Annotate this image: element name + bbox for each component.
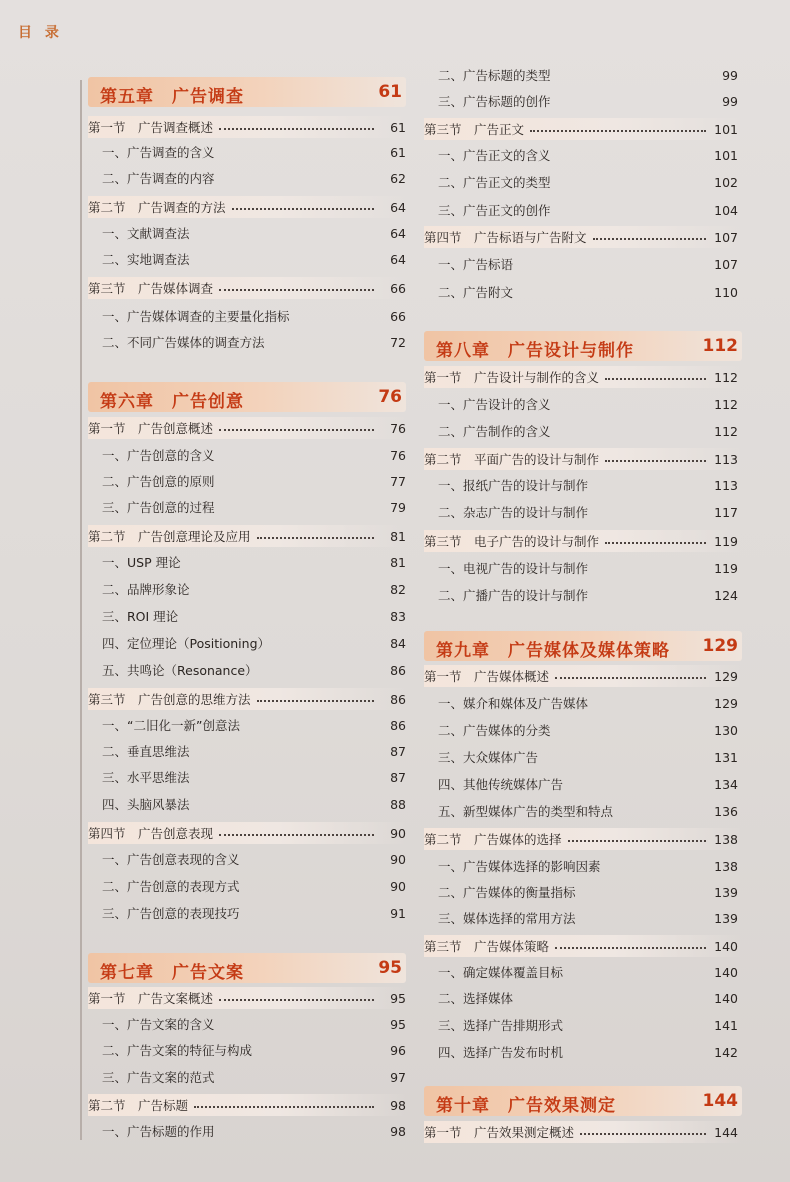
entry-title: 第二节 平面广告的设计与制作	[424, 452, 600, 467]
entry-page-number: 129	[714, 695, 738, 711]
entry-title: 三、广告正文的创作	[438, 203, 551, 218]
entry-title: 第一节 广告调查概述	[88, 120, 214, 135]
entry-title: 一、广告调查的含义	[102, 145, 215, 160]
entry-page-number: 110	[714, 284, 738, 300]
subsection-entry	[424, 144, 742, 166]
entry-title: 二、不同广告媒体的调查方法	[102, 335, 265, 350]
entry-page-number: 139	[714, 910, 738, 926]
entry-title: 二、广告附文	[438, 285, 514, 300]
subsection-entry	[88, 605, 406, 627]
subsection-entry	[424, 393, 742, 415]
dot-leader	[568, 840, 706, 842]
dot-leader	[257, 700, 374, 702]
entry-page-number: 104	[714, 202, 738, 218]
entry-title: 三、广告标题的创作	[438, 94, 551, 109]
entry-title: 二、品牌形象论	[102, 582, 190, 597]
entry-page-number: 119	[714, 533, 738, 549]
entry-title: 四、定位理论（Positioning）	[102, 636, 270, 651]
entry-title: 第一节 广告设计与制作的含义	[424, 370, 600, 385]
section-entry	[88, 1094, 406, 1116]
subsection-entry	[424, 1014, 742, 1036]
entry-title: 三、广告文案的范式	[102, 1070, 215, 1085]
section-entry	[424, 665, 742, 687]
entry-page-number: 142	[714, 1044, 738, 1060]
dot-leader	[555, 947, 706, 949]
section-entry	[424, 1121, 742, 1143]
subsection-entry	[88, 167, 406, 189]
entry-title: 四、其他传统媒体广告	[438, 777, 564, 792]
entry-page-number: 90	[390, 851, 406, 867]
entry-title: 二、广告媒体的分类	[438, 723, 551, 738]
subsection-entry	[424, 855, 742, 877]
entry-page-number: 107	[714, 256, 738, 272]
dot-leader	[219, 289, 374, 291]
subsection-entry	[424, 746, 742, 768]
dot-leader	[219, 429, 374, 431]
entry-page-number: 99	[722, 67, 738, 83]
chapter-heading	[88, 382, 406, 412]
entry-title: 三、选择广告排期形式	[438, 1018, 564, 1033]
subsection-entry	[88, 1013, 406, 1035]
subsection-entry	[88, 496, 406, 518]
entry-title: 第二节 广告调查的方法	[88, 200, 226, 215]
section-entry	[88, 688, 406, 710]
entry-page-number: 140	[714, 938, 738, 954]
subsection-entry	[88, 578, 406, 600]
subsection-entry	[88, 222, 406, 244]
entry-page-number: 134	[714, 776, 738, 792]
subsection-entry	[424, 773, 742, 795]
subsection-entry	[88, 1120, 406, 1142]
dot-leader	[580, 1133, 706, 1135]
dot-leader	[257, 537, 374, 539]
entry-title: 四、选择广告发布时机	[438, 1045, 564, 1060]
subsection-entry	[88, 551, 406, 573]
section-entry	[88, 525, 406, 547]
entry-page-number: 95	[390, 1016, 406, 1032]
section-entry	[424, 226, 742, 248]
section-entry	[424, 828, 742, 850]
chapter-title: 第十章 广告效果测定	[436, 1096, 616, 1116]
chapter-title: 第六章 广告创意	[100, 392, 244, 412]
entry-title: 第一节 广告文案概述	[88, 991, 214, 1006]
entry-title: 一、广告标题的作用	[102, 1124, 215, 1139]
subsection-entry	[424, 692, 742, 714]
entry-page-number: 61	[390, 119, 406, 135]
entry-page-number: 83	[390, 608, 406, 624]
subsection-entry	[88, 793, 406, 815]
entry-page-number: 112	[714, 369, 738, 385]
subsection-entry	[424, 987, 742, 1009]
subsection-entry	[424, 420, 742, 442]
entry-page-number: 90	[390, 878, 406, 894]
chapter-title: 第九章 广告媒体及媒体策略	[436, 641, 670, 661]
chapter-title: 第五章 广告调查	[100, 87, 244, 107]
dot-leader	[605, 460, 706, 462]
entry-page-number: 96	[390, 1042, 406, 1058]
section-entry	[88, 277, 406, 299]
entry-title: 三、广告创意的过程	[102, 500, 215, 515]
subsection-entry	[424, 199, 742, 221]
subsection-entry	[88, 248, 406, 270]
entry-title: 四、头脑风暴法	[102, 797, 190, 812]
entry-title: 一、确定媒体覆盖目标	[438, 965, 564, 980]
entry-page-number: 61	[390, 144, 406, 160]
section-entry	[88, 987, 406, 1009]
entry-page-number: 144	[714, 1124, 738, 1140]
section-entry	[424, 366, 742, 388]
entry-title: 第一节 广告效果测定概述	[424, 1125, 575, 1140]
entry-page-number: 138	[714, 858, 738, 874]
dot-leader	[194, 1106, 374, 1108]
section-entry	[88, 417, 406, 439]
entry-page-number: 82	[390, 581, 406, 597]
entry-page-number: 90	[390, 825, 406, 841]
dot-leader	[232, 208, 374, 210]
dot-leader	[219, 834, 374, 836]
entry-page-number: 130	[714, 722, 738, 738]
dot-leader	[530, 130, 706, 132]
entry-page-number: 136	[714, 803, 738, 819]
entry-page-number: 131	[714, 749, 738, 765]
entry-page-number: 91	[390, 905, 406, 921]
subsection-entry	[88, 875, 406, 897]
entry-title: 三、ROI 理论	[102, 609, 179, 624]
entry-title: 二、杂志广告的设计与制作	[438, 505, 589, 520]
entry-title: 二、选择媒体	[438, 991, 514, 1006]
entry-page-number: 79	[390, 499, 406, 515]
chapter-page-number: 129	[702, 636, 738, 656]
subsection-entry	[424, 171, 742, 193]
entry-page-number: 88	[390, 796, 406, 812]
entry-title: 二、广告标题的类型	[438, 68, 551, 83]
entry-page-number: 101	[714, 121, 738, 137]
section-entry	[88, 116, 406, 138]
entry-title: 二、广告创意的原则	[102, 474, 215, 489]
subsection-entry	[88, 470, 406, 492]
entry-title: 五、共鸣论（Resonance）	[102, 663, 258, 678]
subsection-entry	[88, 766, 406, 788]
chapter-page-number: 61	[378, 82, 402, 102]
entry-title: 二、广告正文的类型	[438, 175, 551, 190]
entry-title: 二、广告媒体的衡量指标	[438, 885, 576, 900]
entry-page-number: 97	[390, 1069, 406, 1085]
chapter-title: 第七章 广告文案	[100, 963, 244, 983]
subsection-entry	[88, 305, 406, 327]
entry-page-number: 77	[390, 473, 406, 489]
entry-page-number: 95	[390, 990, 406, 1006]
chapter-heading	[88, 77, 406, 107]
entry-title: 二、广告创意的表现方式	[102, 879, 240, 894]
dot-leader	[219, 999, 374, 1001]
entry-page-number: 113	[714, 451, 738, 467]
entry-page-number: 86	[390, 691, 406, 707]
dot-leader	[219, 128, 374, 130]
entry-page-number: 140	[714, 990, 738, 1006]
section-entry	[424, 935, 742, 957]
subsection-entry	[424, 800, 742, 822]
entry-page-number: 138	[714, 831, 738, 847]
chapter-page-number: 144	[702, 1091, 738, 1111]
chapter-heading	[424, 1086, 742, 1116]
entry-page-number: 140	[714, 964, 738, 980]
entry-title: 第三节 广告媒体调查	[88, 281, 214, 296]
entry-page-number: 87	[390, 743, 406, 759]
entry-title: 第二节 广告媒体的选择	[424, 832, 562, 847]
subsection-entry	[88, 1066, 406, 1088]
entry-title: 第三节 电子广告的设计与制作	[424, 534, 600, 549]
entry-title: 一、广告媒体选择的影响因素	[438, 859, 601, 874]
entry-page-number: 81	[390, 528, 406, 544]
entry-title: 第一节 广告媒体概述	[424, 669, 550, 684]
subsection-entry	[88, 848, 406, 870]
entry-title: 五、新型媒体广告的类型和特点	[438, 804, 614, 819]
chapter-page-number: 112	[702, 336, 738, 356]
entry-title: 第一节 广告创意概述	[88, 421, 214, 436]
dot-leader	[593, 238, 706, 240]
entry-page-number: 72	[390, 334, 406, 350]
entry-page-number: 64	[390, 225, 406, 241]
entry-title: 二、垂直思维法	[102, 744, 190, 759]
entry-page-number: 86	[390, 717, 406, 733]
entry-title: 二、实地调查法	[102, 252, 190, 267]
section-entry	[88, 196, 406, 218]
entry-title: 一、广告设计的含义	[438, 397, 551, 412]
entry-page-number: 76	[390, 420, 406, 436]
subsection-entry	[88, 444, 406, 466]
entry-title: 第二节 广告创意理论及应用	[88, 529, 251, 544]
entry-page-number: 129	[714, 668, 738, 684]
subsection-entry	[88, 632, 406, 654]
entry-page-number: 141	[714, 1017, 738, 1033]
entry-page-number: 113	[714, 477, 738, 493]
entry-title: 三、媒体选择的常用方法	[438, 911, 576, 926]
entry-page-number: 102	[714, 174, 738, 190]
subsection-entry	[424, 501, 742, 523]
entry-title: 三、广告创意的表现技巧	[102, 906, 240, 921]
chapter-page-number: 76	[378, 387, 402, 407]
subsection-entry	[424, 907, 742, 929]
entry-page-number: 76	[390, 447, 406, 463]
entry-page-number: 86	[390, 662, 406, 678]
entry-title: 二、广告文案的特征与构成	[102, 1043, 253, 1058]
entry-page-number: 112	[714, 396, 738, 412]
subsection-entry	[424, 90, 742, 112]
entry-page-number: 101	[714, 147, 738, 163]
entry-title: 三、大众媒体广告	[438, 750, 539, 765]
margin-rule	[80, 80, 82, 1140]
page-header-label: 目 录	[18, 25, 63, 41]
entry-title: 三、水平思维法	[102, 770, 190, 785]
subsection-entry	[88, 331, 406, 353]
entry-page-number: 119	[714, 560, 738, 576]
subsection-entry	[424, 584, 742, 606]
section-entry	[424, 448, 742, 470]
section-entry	[424, 118, 742, 140]
entry-page-number: 66	[390, 280, 406, 296]
chapter-title: 第八章 广告设计与制作	[436, 341, 634, 361]
entry-title: 一、广告媒体调查的主要量化指标	[102, 309, 290, 324]
subsection-entry	[424, 557, 742, 579]
dot-leader	[605, 542, 706, 544]
entry-page-number: 81	[390, 554, 406, 570]
entry-page-number: 98	[390, 1123, 406, 1139]
subsection-entry	[88, 714, 406, 736]
entry-title: 第三节 广告创意的思维方法	[88, 692, 251, 707]
subsection-entry	[88, 902, 406, 924]
entry-page-number: 99	[722, 93, 738, 109]
entry-page-number: 64	[390, 199, 406, 215]
dot-leader	[555, 677, 706, 679]
entry-title: 第四节 广告标语与广告附文	[424, 230, 587, 245]
entry-title: 第二节 广告标题	[88, 1098, 189, 1113]
subsection-entry	[424, 474, 742, 496]
subsection-entry	[424, 1041, 742, 1063]
entry-page-number: 107	[714, 229, 738, 245]
chapter-heading	[424, 331, 742, 361]
entry-page-number: 117	[714, 504, 738, 520]
subsection-entry	[424, 961, 742, 983]
entry-title: 一、文献调查法	[102, 226, 190, 241]
subsection-entry	[88, 1039, 406, 1061]
entry-title: 一、广告创意表现的含义	[102, 852, 240, 867]
subsection-entry	[424, 281, 742, 303]
entry-title: 一、广告创意的含义	[102, 448, 215, 463]
entry-page-number: 84	[390, 635, 406, 651]
chapter-heading	[424, 631, 742, 661]
subsection-entry	[424, 253, 742, 275]
subsection-entry	[424, 881, 742, 903]
entry-title: 二、广播广告的设计与制作	[438, 588, 589, 603]
entry-page-number: 62	[390, 170, 406, 186]
entry-page-number: 66	[390, 308, 406, 324]
subsection-entry	[424, 64, 742, 86]
entry-page-number: 98	[390, 1097, 406, 1113]
entry-title: 一、广告标语	[438, 257, 514, 272]
dot-leader	[605, 378, 706, 380]
entry-page-number: 139	[714, 884, 738, 900]
entry-page-number: 64	[390, 251, 406, 267]
subsection-entry	[424, 719, 742, 741]
entry-title: 一、广告文案的含义	[102, 1017, 215, 1032]
entry-title: 一、报纸广告的设计与制作	[438, 478, 589, 493]
entry-title: 二、广告制作的含义	[438, 424, 551, 439]
entry-title: 一、媒介和媒体及广告媒体	[438, 696, 589, 711]
section-entry	[88, 822, 406, 844]
entry-page-number: 87	[390, 769, 406, 785]
section-entry	[424, 530, 742, 552]
entry-title: 一、“二旧化一新”创意法	[102, 718, 240, 733]
entry-title: 第三节 广告正文	[424, 122, 525, 137]
chapter-page-number: 95	[378, 958, 402, 978]
entry-title: 一、电视广告的设计与制作	[438, 561, 589, 576]
entry-page-number: 124	[714, 587, 738, 603]
entry-title: 第四节 广告创意表现	[88, 826, 214, 841]
entry-page-number: 112	[714, 423, 738, 439]
entry-title: 二、广告调查的内容	[102, 171, 215, 186]
subsection-entry	[88, 659, 406, 681]
subsection-entry	[88, 141, 406, 163]
entry-title: 一、广告正文的含义	[438, 148, 551, 163]
subsection-entry	[88, 740, 406, 762]
chapter-heading	[88, 953, 406, 983]
entry-title: 一、USP 理论	[102, 555, 181, 570]
entry-title: 第三节 广告媒体策略	[424, 939, 550, 954]
